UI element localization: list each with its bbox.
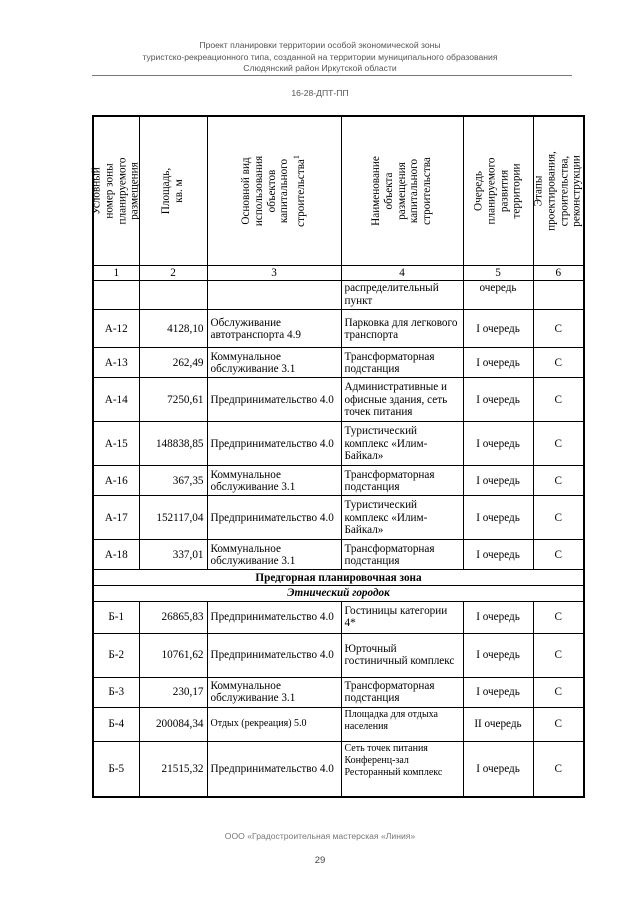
cell-zone: А-14 <box>93 378 139 422</box>
cell-use: Предпринимательство 4.0 <box>207 496 341 540</box>
cell-stage: С <box>533 741 584 797</box>
cell-zone: А-16 <box>93 466 139 496</box>
cell-queue: I очередь <box>463 633 533 677</box>
cell-use: Коммунальное обслуживание 3.1 <box>207 540 341 570</box>
cell-queue: I очередь <box>463 601 533 633</box>
header-object-name: Наименование объекта размещения капитального строительства <box>341 116 463 266</box>
cell-area: 200084,34 <box>139 707 207 741</box>
cell-area: 21515,32 <box>139 741 207 797</box>
cell-queue: I очередь <box>463 540 533 570</box>
cell-object-name: Парковка для легкового транспорта <box>341 310 463 348</box>
header-line-3: Слюдянский район Иркутской области <box>243 63 397 73</box>
cell-stage: С <box>533 310 584 348</box>
cell-use: Обслуживание автотранспорта 4.9 <box>207 310 341 348</box>
cell-zone: А-18 <box>93 540 139 570</box>
cell-queue: очередь <box>463 281 533 310</box>
table-row <box>93 496 584 540</box>
cell-stage: С <box>533 466 584 496</box>
header-zone-number: Условный номер зоны планируемого размещения <box>93 116 139 266</box>
cell-area: 4128,10 <box>139 310 207 348</box>
cell-zone: Б-2 <box>93 633 139 677</box>
column-number: 3 <box>207 266 341 281</box>
cell-queue: I очередь <box>463 378 533 422</box>
column-number: 2 <box>139 266 207 281</box>
cell-area: 26865,83 <box>139 601 207 633</box>
header-stages: Этапы проектирования, строительства, реконструкции <box>533 116 584 266</box>
cell-queue: I очередь <box>463 496 533 540</box>
column-number: 5 <box>463 266 533 281</box>
cell-zone: Б-4 <box>93 707 139 741</box>
cell-use: Коммунальное обслуживание 3.1 <box>207 466 341 496</box>
header-line-2: туристско-рекреационного типа, созданной на территории муниципального образования <box>142 51 498 62</box>
cell-queue: I очередь <box>463 741 533 797</box>
cell-use: Предпринимательство 4.0 <box>207 741 341 797</box>
table-row <box>93 601 584 633</box>
table-row <box>93 707 584 741</box>
cell-use: Предпринимательство 4.0 <box>207 378 341 422</box>
header-area: Площадь, кв. м <box>139 116 207 266</box>
cell-object-name: Трансформаторная подстанция <box>341 348 463 378</box>
cell-object-name: Гостиницы категории 4* <box>341 601 463 633</box>
column-number: 6 <box>533 266 584 281</box>
cell-stage: С <box>533 496 584 540</box>
table-row <box>93 466 584 496</box>
cell-zone: Б-1 <box>93 601 139 633</box>
cell-object-name: Трансформаторная подстанция <box>341 677 463 707</box>
table-row <box>93 677 584 707</box>
page-number: 29 <box>314 855 326 866</box>
cell-use: Отдых (рекреация) 5.0 <box>207 707 341 741</box>
cell-object-name: Площадка для отдыха населения <box>341 707 463 741</box>
table-row <box>93 633 584 677</box>
cell-area: 367,35 <box>139 466 207 496</box>
cell-stage: С <box>533 422 584 466</box>
cell-object-name: Туристический комплекс «Илим-Байкал» <box>341 422 463 466</box>
cell-queue: I очередь <box>463 466 533 496</box>
cell-area: 152117,04 <box>139 496 207 540</box>
cell-stage: С <box>533 540 584 570</box>
subsection-title: Этнический городок <box>93 586 584 601</box>
cell-object-name: Сеть точек питания Конференц-зал Ресторанный комплекс <box>341 741 463 797</box>
cell-zone: Б-5 <box>93 741 139 797</box>
cell-stage: С <box>533 677 584 707</box>
cell-zone: А-17 <box>93 496 139 540</box>
column-number-row <box>93 266 584 281</box>
document-number: 16-28-ДПТ-ПП <box>291 88 349 98</box>
cell-area: 337,01 <box>139 540 207 570</box>
cell-area: 10761,62 <box>139 633 207 677</box>
cell-use: Предпринимательство 4.0 <box>207 422 341 466</box>
section-title: Предгорная планировочная зона <box>93 570 584 586</box>
table-row <box>93 310 584 348</box>
cell-queue: II очередь <box>463 707 533 741</box>
cell-queue: I очередь <box>463 348 533 378</box>
cell-object-name: Трансформаторная подстанция <box>341 540 463 570</box>
cell-queue: I очередь <box>463 422 533 466</box>
cell-queue: I очередь <box>463 677 533 707</box>
section-row <box>93 570 584 586</box>
cell-object-name: Юрточный гостиничный комплекс <box>341 633 463 677</box>
cell-use: Коммунальное обслуживание 3.1 <box>207 677 341 707</box>
cell-area: 262,49 <box>139 348 207 378</box>
cell-object-name: Туристический комплекс «Илим-Байкал» <box>341 496 463 540</box>
header-main-use: Основной вид использования объектов капитального строительства$^1$ <box>207 116 341 266</box>
cell-queue: I очередь <box>463 310 533 348</box>
cell-area: 7250,61 <box>139 378 207 422</box>
table-header-row <box>93 116 584 266</box>
cell-use: Предпринимательство 4.0 <box>207 633 341 677</box>
column-number: 1 <box>93 266 139 281</box>
cell-area: 230,17 <box>139 677 207 707</box>
cell-zone: Б-3 <box>93 677 139 707</box>
cell-zone: А-13 <box>93 348 139 378</box>
cell-object-name: распределительный пункт <box>341 281 463 310</box>
header-queue: Очередь планируемого развития территории <box>463 116 533 266</box>
cell-zone: А-15 <box>93 422 139 466</box>
cell-stage: С <box>533 378 584 422</box>
footer-company: ООО «Градостроительная мастерская «Линия» <box>224 831 416 841</box>
table-row <box>93 348 584 378</box>
table-row <box>93 540 584 570</box>
table-row <box>93 422 584 466</box>
cell-stage: С <box>533 633 584 677</box>
cell-zone: А-12 <box>93 310 139 348</box>
zones-table <box>92 115 585 798</box>
cell-stage: С <box>533 601 584 633</box>
cell-object-name: Административные и офисные здания, сеть точек питания <box>341 378 463 422</box>
continuation-row <box>93 281 584 310</box>
table-row <box>93 741 584 797</box>
table-row <box>93 378 584 422</box>
cell-stage: С <box>533 707 584 741</box>
header-line-1: Проект планировки территории особой экономической зоны <box>199 40 441 50</box>
subsection-row <box>93 586 584 601</box>
cell-use: Коммунальное обслуживание 3.1 <box>207 348 341 378</box>
cell-object-name: Трансформаторная подстанция <box>341 466 463 496</box>
header-rule <box>92 75 572 76</box>
column-number: 4 <box>341 266 463 281</box>
cell-area: 148838,85 <box>139 422 207 466</box>
cell-use: Предпринимательство 4.0 <box>207 601 341 633</box>
cell-stage: С <box>533 348 584 378</box>
